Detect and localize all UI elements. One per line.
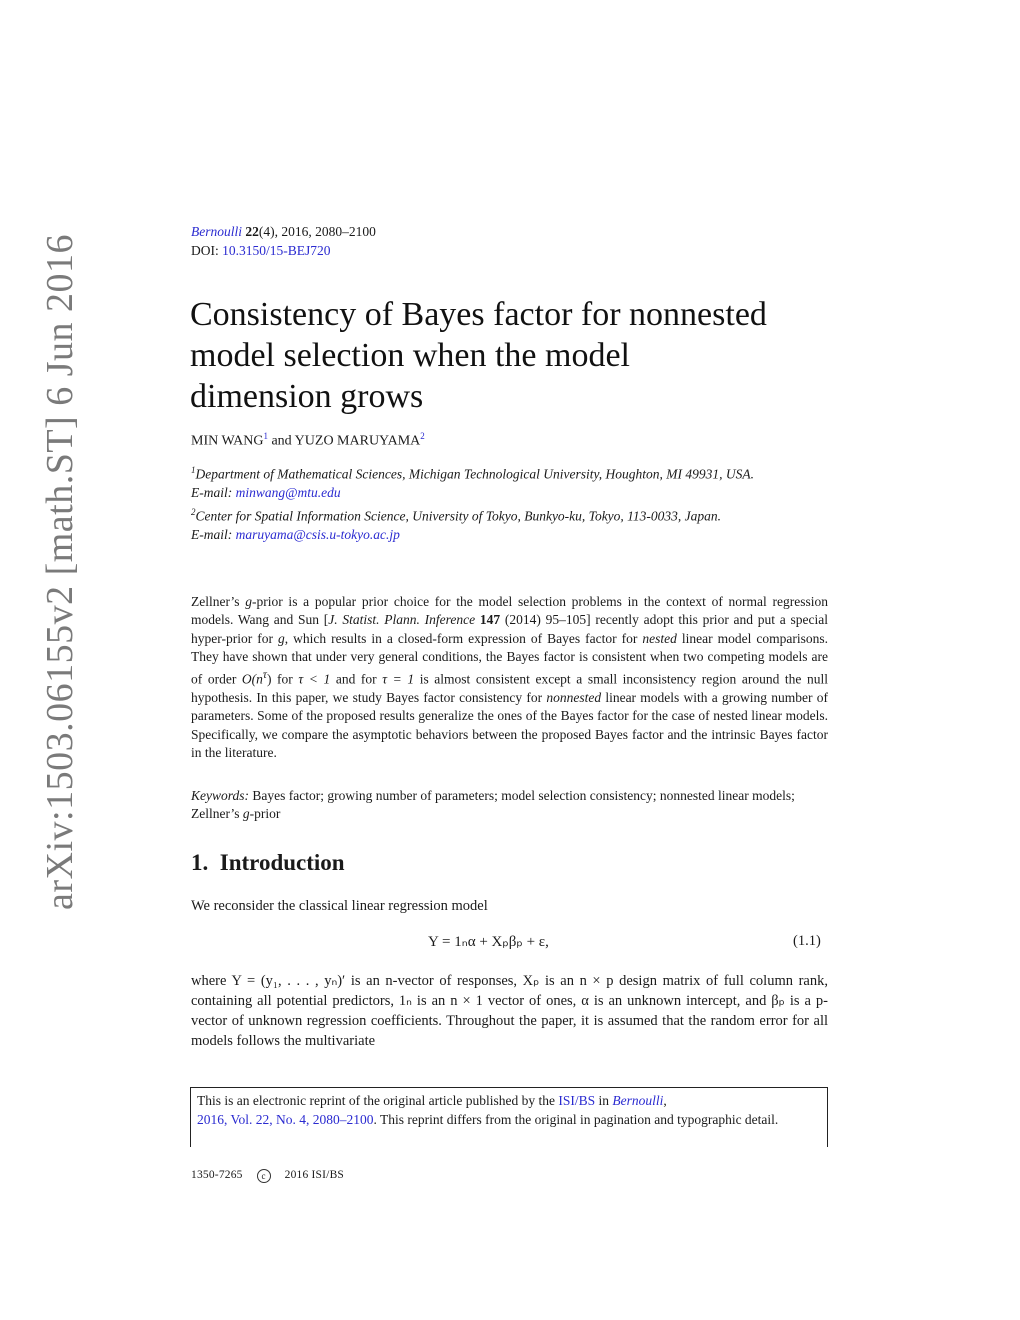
affil-1-sup: 1: [191, 465, 196, 475]
section-title: Introduction: [219, 850, 345, 875]
note-text: . This reprint differs from the original in pagination and typographic detail.: [373, 1111, 779, 1127]
author-1: MIN WANG: [191, 433, 264, 449]
footer: [191, 1169, 344, 1183]
abstract-text: -prior is a popular prior choice for the model selection problems in the context of normal regression models. Wang and Sun [: [191, 594, 828, 628]
title-line-2: model selection when the model: [190, 337, 630, 374]
author-2: YUZO MARUYAMA: [294, 433, 421, 449]
reprint-note: [190, 1087, 828, 1147]
title-line-1: Consistency of Bayes factor for nonnested: [190, 296, 767, 333]
math-order: O(n: [241, 671, 263, 687]
arxiv-sidebar-stamp: arXiv:1503.06155v2 [math.ST] 6 Jun 2016: [39, 233, 81, 910]
journal-volume: 22: [245, 224, 259, 239]
ref-journal: J. Statist. Plann. Inference: [328, 612, 476, 628]
copyright-icon: c: [257, 1169, 271, 1183]
journal-name-link[interactable]: Bernoulli: [191, 224, 242, 239]
doi-label: DOI:: [191, 243, 219, 258]
equation-number: (1.1): [793, 933, 821, 949]
ref-volume: 147: [479, 612, 501, 628]
paper-title: [190, 294, 830, 417]
abstract-text: is almost consistent except a small inconsistency region around the null hypothesis. In this paper, we study Bayes factor consistency for: [191, 671, 828, 705]
math-g: g: [242, 806, 250, 822]
journal-header: [191, 222, 376, 260]
abstract-text: for: [271, 671, 299, 687]
emph-nonnested: nonnested: [546, 689, 602, 705]
abstract-text: and for: [330, 671, 383, 687]
affil-2-text: Center for Spatial Information Science, University of Tokyo, Bunkyo-ku, Tokyo, 113-0033, Japan.: [195, 508, 722, 523]
note-text: ,: [663, 1093, 667, 1108]
equation-1-1: Y = 1ₙα + Xₚβₚ + ε,: [428, 934, 549, 950]
keywords: [191, 787, 828, 824]
abstract-text: linear models with a growing number of parameters. Some of the proposed results generalize the ones of the Bayes factor for the case of nested linear models. Specifically, we compare the asymptotic behaviors between the proposed Bayes factor and the intrinsic Bayes factor in the literature.: [191, 689, 828, 760]
abstract-text: Zellner’s: [191, 594, 246, 609]
keywords-text: -prior: [249, 806, 281, 822]
affil-2-email-label: E-mail:: [191, 526, 233, 542]
affil-1-text: Department of Mathematical Sciences, Michigan Technological University, Houghton, MI 49931, USA.: [195, 466, 755, 482]
affil-1-email-link[interactable]: minwang@mtu.edu: [235, 485, 341, 500]
abstract-text: linear model comparisons. They have shown that under very general conditions, the Bayes factor is consistent when two competing models are of order: [191, 630, 828, 687]
section-heading: [191, 850, 345, 876]
affil-2-sup: 2: [191, 506, 196, 517]
issn: 1350-7265: [191, 1169, 243, 1181]
math-tau-lt: τ < 1: [298, 671, 331, 687]
note-text: in: [595, 1093, 613, 1108]
author-and: and: [271, 433, 292, 449]
citation-link[interactable]: 2016, Vol. 22, No. 4, 2080–2100: [197, 1111, 374, 1127]
math-tau-eq: τ = 1: [382, 671, 415, 687]
author-list: [191, 431, 425, 450]
emph-nested: nested: [642, 630, 677, 646]
author-1-sup[interactable]: 1: [263, 431, 268, 441]
intro-lead-text: We reconsider the classical linear regression model: [191, 898, 488, 914]
math-tau: τ: [262, 669, 267, 682]
author-2-sup[interactable]: 2: [420, 431, 425, 441]
intro-body-text: where Y = (y₁, . . . , yₙ)′ is an n-vector of responses, Xₚ is an n × p design matrix of full column rank, containing all potential predictors, 1ₙ is an n × 1 vector of ones, α is an unknown intercept, and βₚ is a p-vector of unknown regression coefficients. Throughout the paper, it is assumed that the random error for all models follows the multivariate: [191, 973, 828, 1049]
abstract: [191, 593, 828, 762]
section-number: 1.: [191, 850, 209, 875]
journal-issue: (4), 2016, 2080–2100: [258, 224, 376, 239]
math-g: g: [277, 630, 285, 646]
footer-publisher: 2016 ISI/BS: [284, 1169, 345, 1181]
note-text: This is an electronic reprint of the original article published by the: [197, 1093, 559, 1108]
keywords-text: Bayes factor; growing number of parameters; model selection consistency; nonnested linear models; Zellner’s: [191, 788, 795, 822]
keywords-label: Keywords:: [191, 788, 249, 803]
isi-bs-link[interactable]: ISI/BS: [558, 1093, 596, 1108]
affiliations: [191, 461, 828, 544]
affil-2-email-link[interactable]: maruyama@csis.u-tokyo.ac.jp: [235, 526, 400, 542]
abstract-text: (2014) 95–105] recently adopt this prior and put a special hyper-prior for: [191, 612, 829, 646]
doi-link[interactable]: 10.3150/15-BEJ720: [222, 243, 331, 258]
affil-1-email-label: E-mail:: [191, 485, 233, 500]
math-g: g: [245, 594, 252, 609]
math-paren: ): [266, 671, 272, 687]
title-line-3: dimension grows: [190, 378, 424, 415]
abstract-text: , which results in a closed-form expression of Bayes factor for: [284, 630, 643, 646]
bernoulli-link[interactable]: Bernoulli: [612, 1093, 664, 1108]
